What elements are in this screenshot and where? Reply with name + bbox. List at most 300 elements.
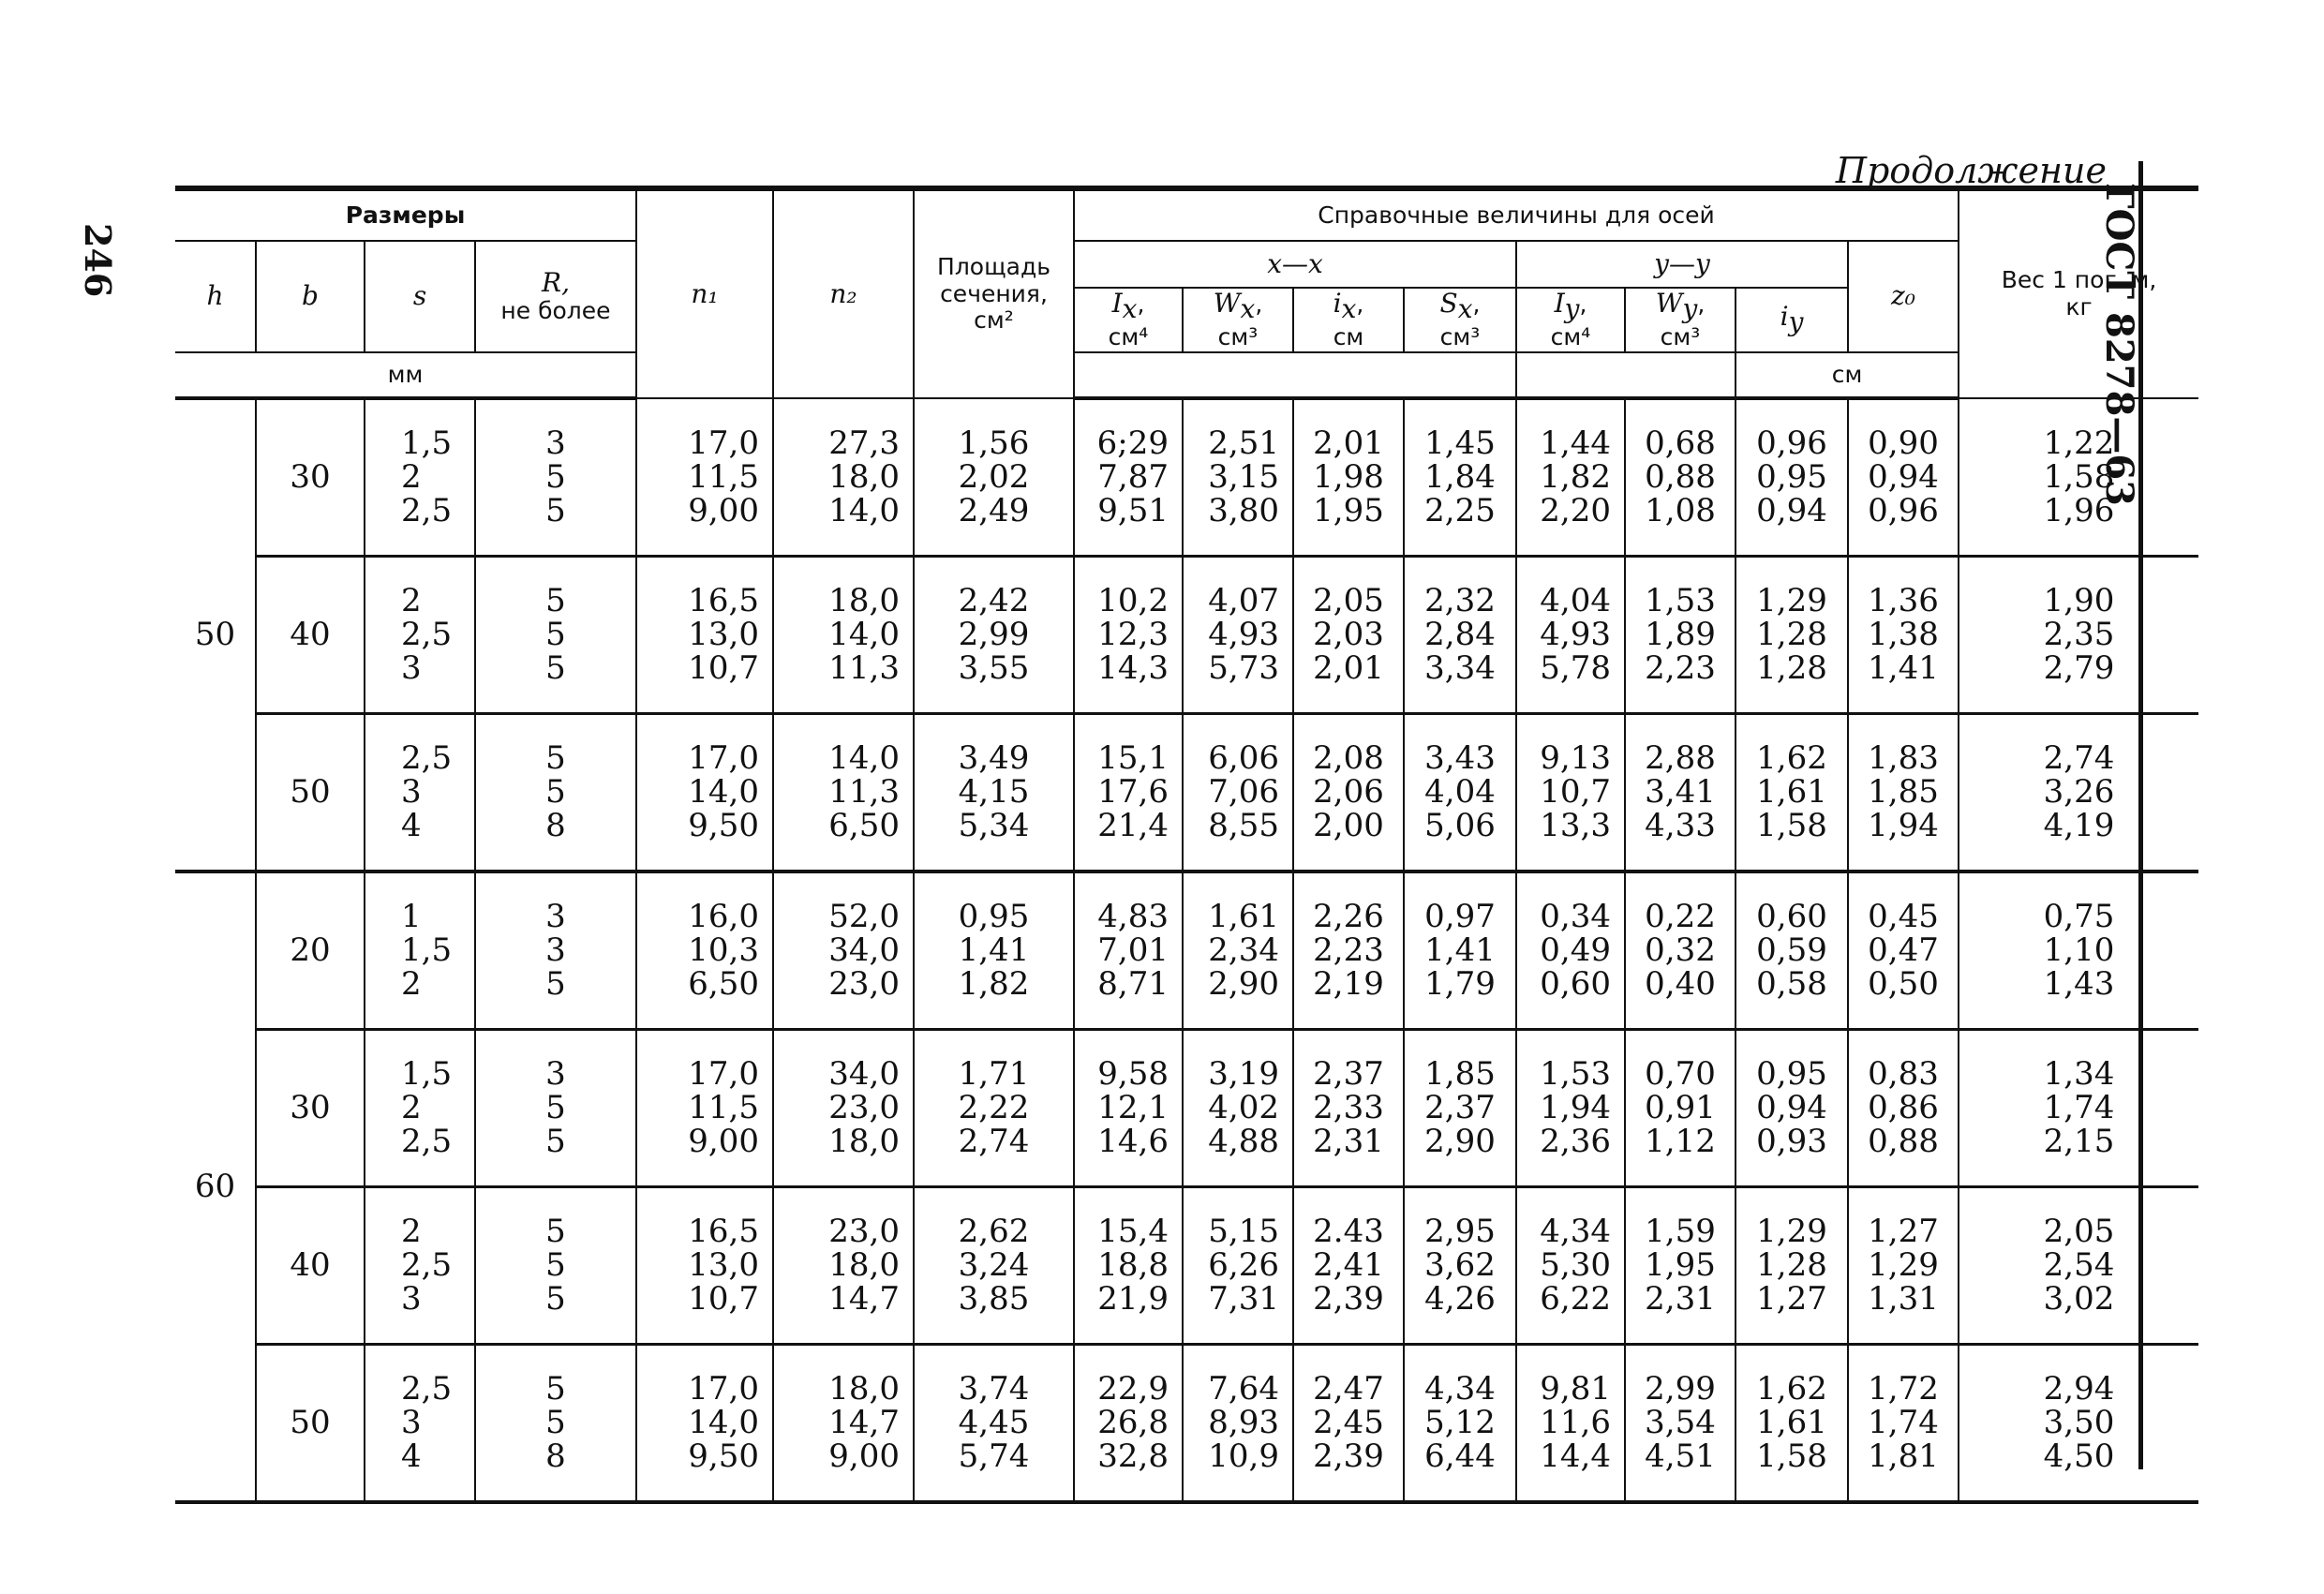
w-value: 1,74 xyxy=(2043,1089,2115,1127)
iy-value: 6,22 xyxy=(1540,1280,1611,1318)
iy-cell xyxy=(1516,1029,1625,1186)
s-value: 3 xyxy=(401,1404,422,1442)
w-value: 1,43 xyxy=(2043,965,2115,1004)
iy-value: 4,04 xyxy=(1540,582,1611,620)
area-cell xyxy=(914,1186,1074,1344)
wx-value: 1,61 xyxy=(1208,898,1279,936)
n2-value: 34,0 xyxy=(828,931,900,970)
wx-cell xyxy=(1183,556,1293,713)
z0-cell xyxy=(1848,871,1959,1030)
wx-cell xyxy=(1183,1029,1293,1186)
wx-value: 5,73 xyxy=(1208,649,1279,688)
table-row xyxy=(175,398,2198,557)
w-cell xyxy=(1959,1344,2198,1502)
iy-value: 0,34 xyxy=(1540,898,1611,936)
sx-value: 2,32 xyxy=(1424,582,1496,620)
n2-cell xyxy=(773,1029,914,1186)
table-row xyxy=(175,871,2198,1030)
area-value: 2,99 xyxy=(958,616,1030,654)
ref-header: Справочные величины для осей xyxy=(1074,188,1959,241)
iy-cell xyxy=(1516,1186,1625,1344)
r-value: 3 xyxy=(545,898,566,936)
r-value: 3 xyxy=(545,931,566,970)
s-cell xyxy=(365,556,475,713)
ix-cell xyxy=(1074,713,1183,871)
sx-cell xyxy=(1404,713,1516,871)
w-cell xyxy=(1959,1029,2198,1186)
wx-cell xyxy=(1183,1344,1293,1502)
area-cell xyxy=(914,398,1074,557)
wy-value: 1,53 xyxy=(1645,582,1716,620)
ix-value: 15,1 xyxy=(1097,739,1169,778)
iy-cell xyxy=(1736,1029,1848,1186)
s-cell xyxy=(365,1029,475,1186)
wy-value: 0,22 xyxy=(1645,898,1716,936)
n2-value: 34,0 xyxy=(828,1055,900,1094)
cm-unit: см xyxy=(1736,352,1959,398)
w-value: 1,10 xyxy=(2043,931,2115,970)
n1-value: 11,5 xyxy=(688,1089,759,1127)
area-value: 2,49 xyxy=(958,491,1030,529)
ix-cell xyxy=(1074,1186,1183,1344)
w-value: 2,74 xyxy=(2043,739,2115,778)
ix-value: 2,37 xyxy=(1313,1055,1384,1094)
area-cell xyxy=(914,1344,1074,1502)
s-value: 2 xyxy=(401,582,422,620)
z0-value: 0,45 xyxy=(1868,898,1939,936)
r-cell xyxy=(475,1186,636,1344)
sx-value: 2,84 xyxy=(1424,616,1496,654)
sx-value: 1,84 xyxy=(1424,458,1496,497)
n2-value: 18,0 xyxy=(828,582,900,620)
sx-value: 4,34 xyxy=(1424,1370,1496,1408)
n2-value: 14,7 xyxy=(828,1280,900,1318)
wx-value: 4,93 xyxy=(1208,616,1279,654)
z0-value: 1,27 xyxy=(1868,1213,1939,1251)
iy-radius-header: $i_y$ xyxy=(1736,288,1848,352)
wy-value: 0,91 xyxy=(1645,1089,1716,1127)
z0-value: 1,38 xyxy=(1868,616,1939,654)
s-value: 2 xyxy=(401,1213,422,1251)
n2-value: 14,7 xyxy=(828,1404,900,1442)
wx-header: $W_x$, см³ xyxy=(1183,288,1293,352)
ix-cell xyxy=(1074,1029,1183,1186)
w-value: 2,05 xyxy=(2043,1213,2115,1251)
z0-value: 0,47 xyxy=(1868,931,1939,970)
table-row xyxy=(175,713,2198,871)
yy-unit-blank xyxy=(1516,352,1736,398)
n1-header: n₁ xyxy=(636,188,773,398)
sx-cell xyxy=(1404,1029,1516,1186)
r-header: R, не более xyxy=(475,241,636,352)
wy-value: 1,59 xyxy=(1645,1213,1716,1251)
iy-value: 5,78 xyxy=(1540,649,1611,688)
iy-value: 1,62 xyxy=(1756,739,1827,778)
ix-value: 14,3 xyxy=(1097,649,1169,688)
r-value: 5 xyxy=(545,649,566,688)
area-cell xyxy=(914,1029,1074,1186)
s-value: 2,5 xyxy=(401,739,453,778)
ix-value: 2,19 xyxy=(1313,965,1384,1004)
s-value: 2 xyxy=(401,965,422,1004)
r-value: 3 xyxy=(545,425,566,463)
ix-value: 2,47 xyxy=(1313,1370,1384,1408)
ix-cell xyxy=(1293,713,1404,871)
n1-value: 11,5 xyxy=(688,457,759,496)
z0-value: 0,50 xyxy=(1868,965,1939,1004)
w-value: 1,58 xyxy=(2043,457,2115,496)
wx-value: 6,06 xyxy=(1208,739,1279,778)
area-value: 3,55 xyxy=(958,649,1030,688)
ix-value: 1,98 xyxy=(1313,458,1384,497)
n2-value: 27,3 xyxy=(828,424,900,462)
r-value: 5 xyxy=(545,458,566,497)
n1-value: 17,0 xyxy=(688,1370,759,1408)
sx-value: 5,06 xyxy=(1424,807,1496,845)
w-cell xyxy=(1959,1186,2198,1344)
n1-cell xyxy=(636,1186,773,1344)
z0-header: z₀ xyxy=(1848,241,1959,352)
ix-cell xyxy=(1074,1344,1183,1502)
w-value: 1,90 xyxy=(2043,582,2115,620)
area-value: 2,22 xyxy=(958,1089,1030,1127)
area-cell xyxy=(914,713,1074,871)
wy-value: 4,33 xyxy=(1645,807,1716,845)
s-cell xyxy=(365,871,475,1030)
iy-value: 1,44 xyxy=(1540,425,1611,463)
b-header: b xyxy=(256,241,365,352)
iy-value: 0,94 xyxy=(1756,492,1827,530)
area-value: 2,62 xyxy=(958,1213,1030,1251)
z0-cell xyxy=(1848,1186,1959,1344)
ix-value: 2,01 xyxy=(1313,425,1384,463)
wy-value: 2,88 xyxy=(1645,739,1716,778)
r-value: 5 xyxy=(545,1089,566,1127)
wy-cell xyxy=(1625,713,1736,871)
s-cell xyxy=(365,398,475,557)
wy-value: 2,31 xyxy=(1645,1280,1716,1318)
ix-value: 2,39 xyxy=(1313,1438,1384,1476)
wx-cell xyxy=(1183,871,1293,1030)
sx-value: 1,79 xyxy=(1424,965,1496,1004)
iy-value: 1,82 xyxy=(1540,458,1611,497)
iy-value: 1,61 xyxy=(1756,1404,1827,1442)
iy-value: 11,6 xyxy=(1540,1404,1611,1442)
wx-value: 7,31 xyxy=(1208,1280,1279,1318)
wx-value: 3,19 xyxy=(1208,1055,1279,1094)
n2-value: 23,0 xyxy=(828,1213,900,1251)
z0-value: 1,31 xyxy=(1868,1280,1939,1318)
b-value: 40 xyxy=(256,1186,365,1344)
iy-value: 1,29 xyxy=(1756,1213,1827,1251)
iy-value: 1,62 xyxy=(1756,1370,1827,1408)
sx-value: 1,85 xyxy=(1424,1055,1496,1094)
n1-value: 13,0 xyxy=(688,616,759,654)
n2-value: 18,0 xyxy=(828,1123,900,1161)
w-cell xyxy=(1959,556,2198,713)
w-cell xyxy=(1959,871,2198,1030)
iy-value: 1,94 xyxy=(1540,1089,1611,1127)
r-value: 5 xyxy=(545,739,566,778)
s-value: 1,5 xyxy=(401,931,453,970)
n2-value: 11,3 xyxy=(828,649,900,688)
s-value: 3 xyxy=(401,1280,422,1318)
area-header: Площадь сечения, см² xyxy=(914,188,1074,398)
wx-value: 7,64 xyxy=(1208,1370,1279,1408)
ix-value: 10,2 xyxy=(1097,582,1169,620)
b-value: 30 xyxy=(256,398,365,557)
ix-value: 2,39 xyxy=(1313,1280,1384,1318)
wy-value: 3,54 xyxy=(1645,1404,1716,1442)
area-value: 3,49 xyxy=(958,739,1030,778)
ix-value: 7,01 xyxy=(1097,931,1169,970)
n1-cell xyxy=(636,871,773,1030)
iy-value: 0,59 xyxy=(1756,931,1827,970)
ix-value: 9,51 xyxy=(1097,492,1169,530)
b-value: 50 xyxy=(256,713,365,871)
n2-value: 18,0 xyxy=(828,1370,900,1408)
w-value: 1,34 xyxy=(2043,1055,2115,1094)
z0-cell xyxy=(1848,398,1959,557)
n2-value: 52,0 xyxy=(828,898,900,936)
ix-moment-header: $I_x$, см⁴ xyxy=(1074,288,1183,352)
w-value: 2,79 xyxy=(2043,649,2115,688)
n2-value: 14,0 xyxy=(828,491,900,529)
b-value: 50 xyxy=(256,1344,365,1502)
wx-value: 3,15 xyxy=(1208,458,1279,497)
n2-value: 23,0 xyxy=(828,965,900,1004)
s-cell xyxy=(365,1186,475,1344)
ix-cell xyxy=(1293,871,1404,1030)
ix-value: 32,8 xyxy=(1097,1438,1169,1476)
profile-table xyxy=(175,186,2198,1504)
iy-moment-header: $I_y$, см⁴ xyxy=(1516,288,1625,352)
s-header: s xyxy=(365,241,475,352)
ix-radius-header: $i_x$, см xyxy=(1293,288,1404,352)
standard-code: ГОСТ 8278—63 xyxy=(2097,183,2141,506)
ix-cell xyxy=(1074,398,1183,557)
ix-value: 2,00 xyxy=(1313,807,1384,845)
weight-header: Вес 1 пог. м, кг xyxy=(1959,188,2198,398)
area-value: 3,24 xyxy=(958,1246,1030,1285)
iy-value: 10,7 xyxy=(1540,773,1611,812)
iy-value: 0,60 xyxy=(1756,898,1827,936)
z0-value: 0,90 xyxy=(1868,425,1939,463)
z0-cell xyxy=(1848,1029,1959,1186)
xx-axis-header: x—x xyxy=(1074,241,1516,288)
ix-value: 2,23 xyxy=(1313,931,1384,970)
area-value: 0,95 xyxy=(958,898,1030,936)
iy-value: 9,81 xyxy=(1540,1370,1611,1408)
area-value: 2,02 xyxy=(958,457,1030,496)
n2-value: 9,00 xyxy=(828,1438,900,1476)
ix-value: 14,6 xyxy=(1097,1123,1169,1161)
wy-value: 1,89 xyxy=(1645,616,1716,654)
z0-value: 1,72 xyxy=(1868,1370,1939,1408)
ix-value: 8,71 xyxy=(1097,965,1169,1004)
r-value: 5 xyxy=(545,1370,566,1408)
s-value: 2,5 xyxy=(401,1370,453,1408)
iy-cell xyxy=(1736,713,1848,871)
iy-cell xyxy=(1516,713,1625,871)
sx-value: 5,12 xyxy=(1424,1404,1496,1442)
ix-value: 2,26 xyxy=(1313,898,1384,936)
iy-cell xyxy=(1516,1344,1625,1502)
z0-value: 0,94 xyxy=(1868,458,1939,497)
n1-value: 10,7 xyxy=(688,1280,759,1318)
area-value: 4,15 xyxy=(958,773,1030,812)
n1-value: 13,0 xyxy=(688,1246,759,1285)
ix-cell xyxy=(1293,398,1404,557)
wx-value: 7,06 xyxy=(1208,773,1279,812)
r-value: 5 xyxy=(545,1404,566,1442)
ix-cell xyxy=(1293,1029,1404,1186)
ix-value: 15,4 xyxy=(1097,1213,1169,1251)
wy-cell xyxy=(1625,1344,1736,1502)
iy-cell xyxy=(1736,556,1848,713)
r-value: 8 xyxy=(545,1438,566,1476)
n1-value: 17,0 xyxy=(688,424,759,462)
continued-label: Продолжение xyxy=(1835,150,2107,191)
iy-value: 1,29 xyxy=(1756,582,1827,620)
r-cell xyxy=(475,871,636,1030)
ix-value: 9,58 xyxy=(1097,1055,1169,1094)
s-value: 1 xyxy=(401,898,422,936)
n1-value: 6,50 xyxy=(688,965,759,1004)
wy-value: 0,68 xyxy=(1645,425,1716,463)
area-value: 5,34 xyxy=(958,807,1030,845)
ix-value: 2,01 xyxy=(1313,649,1384,688)
wx-value: 4,02 xyxy=(1208,1089,1279,1127)
iy-value: 1,28 xyxy=(1756,616,1827,654)
n2-header: n₂ xyxy=(773,188,914,398)
n2-value: 18,0 xyxy=(828,1246,900,1285)
dims-header: Размеры xyxy=(175,188,636,241)
ix-value: 2,33 xyxy=(1313,1089,1384,1127)
n1-value: 9,50 xyxy=(688,807,759,845)
s-cell xyxy=(365,713,475,871)
r-value: 5 xyxy=(545,965,566,1004)
s-value: 4 xyxy=(401,807,422,845)
area-value: 2,42 xyxy=(958,582,1030,620)
wy-value: 1,12 xyxy=(1645,1123,1716,1161)
w-value: 4,50 xyxy=(2043,1438,2115,1476)
ix-cell xyxy=(1074,871,1183,1030)
ix-value: 4,83 xyxy=(1097,898,1169,936)
sx-cell xyxy=(1404,1344,1516,1502)
area-value: 1,41 xyxy=(958,931,1030,970)
r-value: 3 xyxy=(545,1055,566,1094)
sx-cell xyxy=(1404,398,1516,557)
iy-value: 2,20 xyxy=(1540,492,1611,530)
wy-header: $W_y$, см³ xyxy=(1625,288,1736,352)
wy-value: 2,23 xyxy=(1645,649,1716,688)
w-value: 2,94 xyxy=(2043,1370,2115,1408)
s-value: 2,5 xyxy=(401,492,453,530)
wx-cell xyxy=(1183,713,1293,871)
sx-cell xyxy=(1404,871,1516,1030)
w-cell xyxy=(1959,713,2198,871)
z0-value: 1,85 xyxy=(1868,773,1939,812)
z0-cell xyxy=(1848,1344,1959,1502)
s-value: 2,5 xyxy=(401,616,453,654)
ix-value: 1,95 xyxy=(1313,492,1384,530)
wy-cell xyxy=(1625,556,1736,713)
z0-value: 0,83 xyxy=(1868,1055,1939,1094)
wy-value: 4,51 xyxy=(1645,1438,1716,1476)
ix-value: 22,9 xyxy=(1097,1370,1169,1408)
iy-value: 1,58 xyxy=(1756,1438,1827,1476)
sx-value: 1,45 xyxy=(1424,425,1496,463)
ix-value: 26,8 xyxy=(1097,1404,1169,1442)
ix-value: 12,1 xyxy=(1097,1089,1169,1127)
wx-value: 10,9 xyxy=(1208,1438,1279,1476)
iy-value: 4,34 xyxy=(1540,1213,1611,1251)
ix-value: 2,45 xyxy=(1313,1404,1384,1442)
h-header: h xyxy=(175,241,256,352)
table-body xyxy=(175,398,2198,1502)
iy-value: 2,36 xyxy=(1540,1123,1611,1161)
iy-value: 0,95 xyxy=(1756,1055,1827,1094)
area-value: 1,71 xyxy=(958,1055,1030,1094)
area-value: 4,45 xyxy=(958,1404,1030,1442)
n1-value: 16,5 xyxy=(688,1213,759,1251)
iy-cell xyxy=(1736,1344,1848,1502)
s-value: 1,5 xyxy=(401,1055,453,1094)
n1-value: 17,0 xyxy=(688,1055,759,1094)
wx-cell xyxy=(1183,398,1293,557)
n1-cell xyxy=(636,398,773,557)
iy-value: 1,61 xyxy=(1756,773,1827,812)
w-value: 3,02 xyxy=(2043,1280,2115,1318)
r-cell xyxy=(475,1029,636,1186)
n1-value: 14,0 xyxy=(688,1404,759,1442)
r-value: 5 xyxy=(545,1280,566,1318)
sx-value: 4,26 xyxy=(1424,1280,1496,1318)
wy-cell xyxy=(1625,1186,1736,1344)
n1-value: 16,0 xyxy=(688,898,759,936)
wy-cell xyxy=(1625,398,1736,557)
h-value: 60 xyxy=(175,871,256,1502)
iy-value: 0,94 xyxy=(1756,1089,1827,1127)
r-cell xyxy=(475,556,636,713)
sx-value: 4,04 xyxy=(1424,773,1496,812)
ix-value: 2,08 xyxy=(1313,739,1384,778)
iy-value: 14,4 xyxy=(1540,1438,1611,1476)
z0-cell xyxy=(1848,556,1959,713)
iy-cell xyxy=(1516,398,1625,557)
ix-value: 2,03 xyxy=(1313,616,1384,654)
r-cell xyxy=(475,398,636,557)
n1-value: 9,00 xyxy=(688,491,759,529)
r-value: 5 xyxy=(545,1213,566,1251)
z0-value: 1,29 xyxy=(1868,1246,1939,1285)
r-value: 5 xyxy=(545,492,566,530)
n1-cell xyxy=(636,713,773,871)
r-value: 5 xyxy=(545,1246,566,1285)
w-value: 4,19 xyxy=(2043,807,2115,845)
sx-cell xyxy=(1404,1186,1516,1344)
wy-value: 3,41 xyxy=(1645,773,1716,812)
z0-value: 1,74 xyxy=(1868,1404,1939,1442)
ix-value: 2.43 xyxy=(1313,1213,1384,1251)
n1-value: 17,0 xyxy=(688,739,759,778)
w-cell xyxy=(1959,398,2198,557)
n2-value: 6,50 xyxy=(828,807,900,845)
wx-value: 8,93 xyxy=(1208,1404,1279,1442)
sx-header: $S_x$, см³ xyxy=(1404,288,1516,352)
r-value: 5 xyxy=(545,582,566,620)
